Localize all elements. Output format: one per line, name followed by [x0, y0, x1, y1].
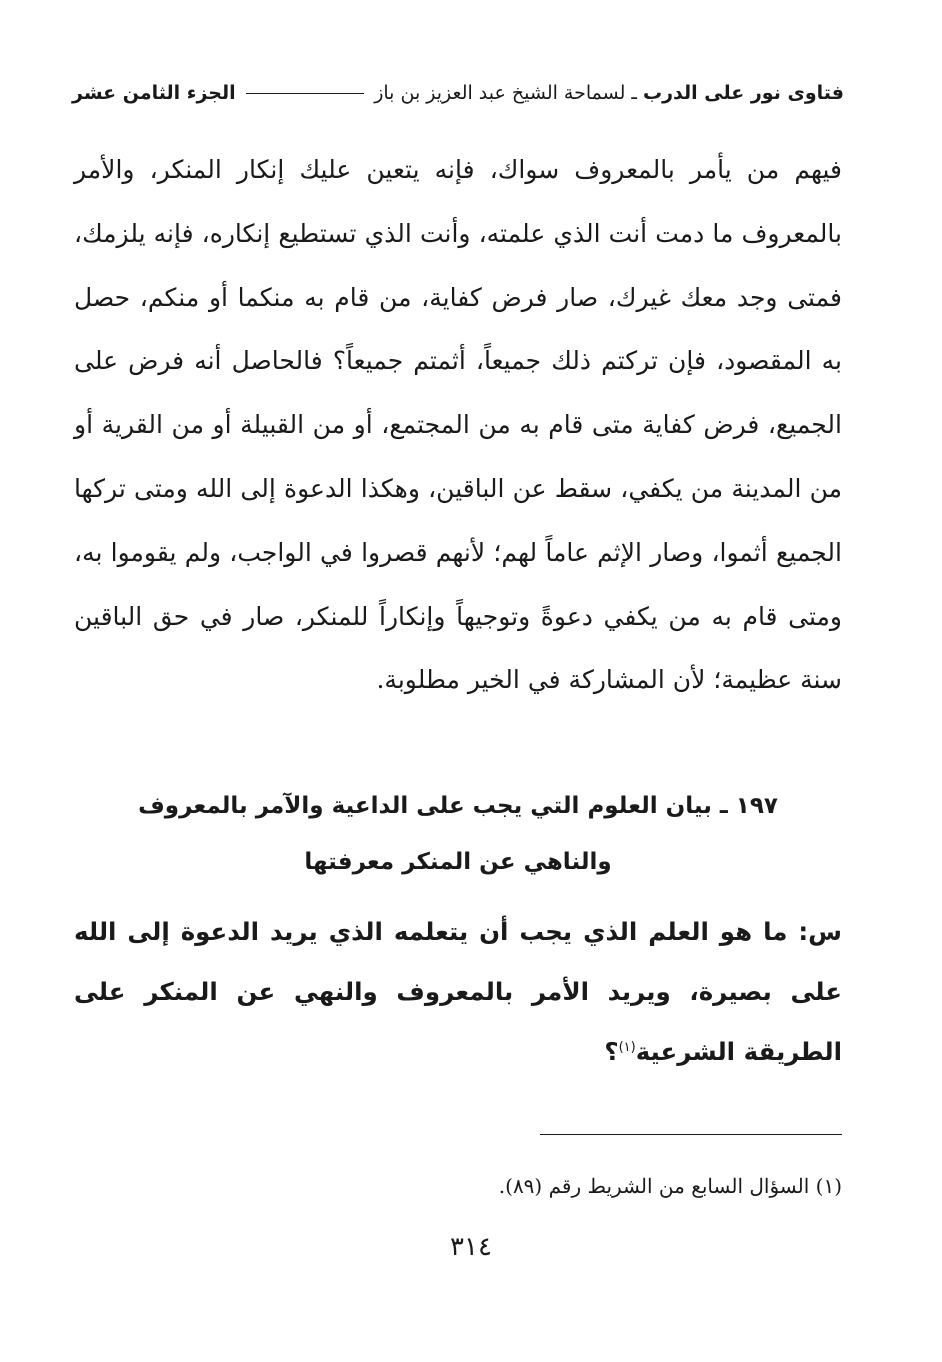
section-heading-line1: ١٩٧ ـ بيان العلوم التي يجب على الداعية والآمر بالمعروف — [138, 793, 778, 819]
footnote: (١) السؤال السابع من الشريط رقم (٨٩). — [498, 1174, 842, 1198]
section-heading-line2: والناهي عن المنكر معرفتها — [304, 849, 612, 875]
footnote-separator — [540, 1134, 842, 1135]
page-number: ٣١٤ — [450, 1232, 492, 1262]
question-mark: ؟ — [604, 1037, 619, 1066]
running-header — [72, 76, 844, 110]
body-paragraph: فيهم من يأمر بالمعروف سواك، فإنه يتعين عليك إنكار المنكر، والأمر بالمعروف ما دمت أنت الذي علمته، وأنت الذي تستطيع إنكاره، فإنه يلزمك، فمتى وجد معك غيرك، صار فرض كفاية، من قام به منكما أو منكم، حصل به المقصود، فإن تركتم ذلك جميعاً، أثمتم جميعاً؟ فالحاصل أنه فرض على الجميع، فرض كفاية متى قام به من المجتمع، أو من القبيلة أو من القرية أو من المدينة من يكفي، سقط عن الباقين، وهكذا الدعوة إلى الله ومتى تركها الجميع أثموا، وصار الإثم عاماً لهم؛ لأنهم قصروا في الواجب، ولم يقوموا به، ومتى قام به من يكفي دعوةً وتوجيهاً وإنكاراً للمنكر، صار في حق الباقين سنة عظيمة؛ لأن المشاركة في الخير مطلوبة. — [74, 155, 842, 695]
question-paragraph — [74, 902, 842, 1082]
volume-part: الجزء الثامن عشر — [72, 82, 236, 104]
footnote-reference[interactable]: (١) — [618, 1039, 636, 1055]
author-name: ـ لسماحة الشيخ عبد العزيز بن باز — [374, 82, 637, 104]
running-header-title-group — [374, 82, 844, 104]
book-title: فتاوى نور على الدرب — [643, 82, 844, 104]
question-text: س: ما هو العلم الذي يجب أن يتعلمه الذي يريد الدعوة إلى الله على بصيرة، ويريد الأمر بالمعروف والنهي عن المنكر على الطريقة الشرعية — [74, 917, 842, 1066]
header-rule — [246, 93, 365, 94]
